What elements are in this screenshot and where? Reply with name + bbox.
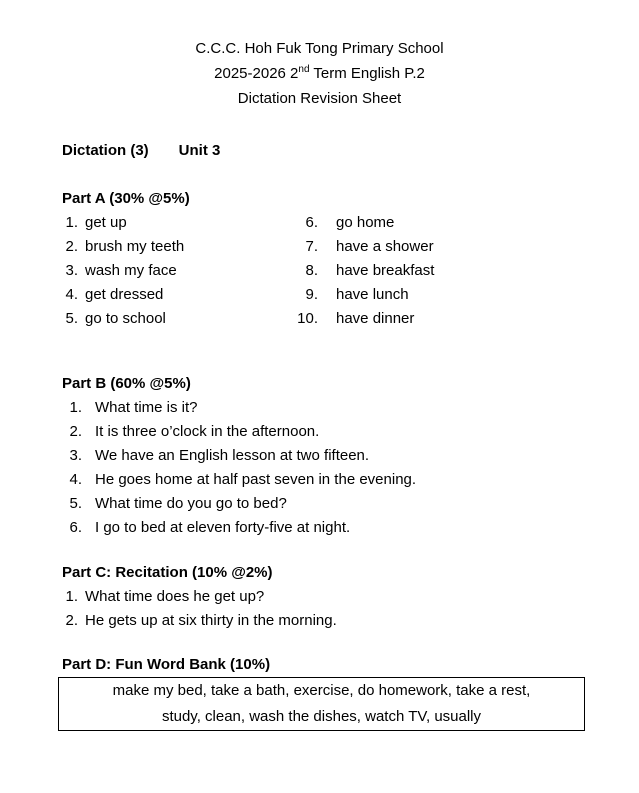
document-header	[54, 36, 585, 111]
list-item	[62, 468, 585, 492]
item-text: wash my face	[85, 262, 177, 279]
list-item	[286, 307, 434, 331]
part-c-list	[62, 585, 585, 633]
part-a-list	[62, 211, 585, 331]
list-item	[286, 211, 434, 235]
list-item	[62, 396, 585, 420]
item-number: 1.	[69, 399, 82, 416]
list-item	[62, 307, 286, 331]
item-number: 6.	[69, 519, 82, 536]
part-d-title: Part D: Fun Word Bank (10%)	[62, 656, 271, 673]
school-name: C.C.C. Hoh Fuk Tong Primary School	[195, 40, 444, 57]
item-number: 3.	[65, 262, 78, 279]
term-line	[54, 61, 585, 86]
item-text: get up	[85, 214, 127, 231]
item-number: 2.	[65, 612, 78, 629]
part-b-list	[62, 396, 585, 540]
part-a-right-column	[286, 211, 434, 331]
sheet-title: Dictation Revision Sheet	[237, 90, 402, 107]
dictation-heading	[62, 138, 585, 163]
item-text: have breakfast	[336, 262, 435, 279]
item-text: go to school	[85, 310, 166, 327]
list-item	[62, 420, 585, 444]
item-text: What time do you go to bed?	[95, 495, 287, 512]
item-number: 4.	[65, 286, 78, 303]
item-number: 10.	[297, 310, 318, 327]
list-item	[62, 235, 286, 259]
dictation-number: Dictation (3)	[62, 142, 149, 159]
item-number: 6.	[305, 214, 318, 231]
list-item	[62, 444, 585, 468]
item-number: 9.	[305, 286, 318, 303]
word-bank-line-1: make my bed, take a bath, exercise, do homework, take a rest,	[112, 682, 531, 699]
item-text: have lunch	[336, 286, 409, 303]
item-text: He gets up at six thirty in the morning.	[85, 612, 337, 629]
item-text: He goes home at half past seven in the evening.	[95, 471, 417, 488]
term-line-prefix: 2025-2026 2	[214, 65, 299, 82]
item-number: 5.	[69, 495, 82, 512]
item-text: go home	[336, 214, 395, 231]
word-bank-box	[58, 677, 585, 731]
item-number: 8.	[305, 262, 318, 279]
part-b-title: Part B (60% @5%)	[62, 375, 191, 392]
list-item	[62, 259, 286, 283]
part-a-left-column	[62, 211, 286, 331]
item-text: What time does he get up?	[85, 588, 265, 605]
item-number: 5.	[65, 310, 78, 327]
item-text: brush my teeth	[85, 238, 185, 255]
item-number: 2.	[69, 423, 82, 440]
list-item	[62, 516, 585, 540]
item-number: 1.	[65, 588, 78, 605]
list-item	[286, 259, 434, 283]
item-number: 2.	[65, 238, 78, 255]
item-number: 3.	[69, 447, 82, 464]
list-item	[62, 492, 585, 516]
list-item	[62, 211, 286, 235]
item-text: get dressed	[85, 286, 164, 303]
word-bank-line-2: study, clean, wash the dishes, watch TV, usually	[161, 708, 482, 725]
item-number: 4.	[69, 471, 82, 488]
list-item	[286, 235, 434, 259]
unit-label: Unit 3	[178, 142, 221, 159]
list-item	[62, 585, 585, 609]
item-number: 1.	[65, 214, 78, 231]
item-text: We have an English lesson at two fifteen.	[95, 447, 370, 464]
item-text: have a shower	[336, 238, 434, 255]
term-line-suffix: Term English P.2	[309, 65, 425, 82]
item-text: It is three o’clock in the afternoon.	[95, 423, 320, 440]
item-text: have dinner	[336, 310, 415, 327]
item-number: 7.	[305, 238, 318, 255]
list-item	[62, 609, 585, 633]
part-a-title: Part A (30% @5%)	[62, 190, 190, 207]
item-text: I go to bed at eleven forty-five at night.	[95, 519, 351, 536]
list-item	[286, 283, 434, 307]
item-text: What time is it?	[95, 399, 198, 416]
part-c-title: Part C: Recitation (10% @2%)	[62, 564, 273, 581]
list-item	[62, 283, 286, 307]
ordinal-superscript: nd	[298, 64, 310, 75]
